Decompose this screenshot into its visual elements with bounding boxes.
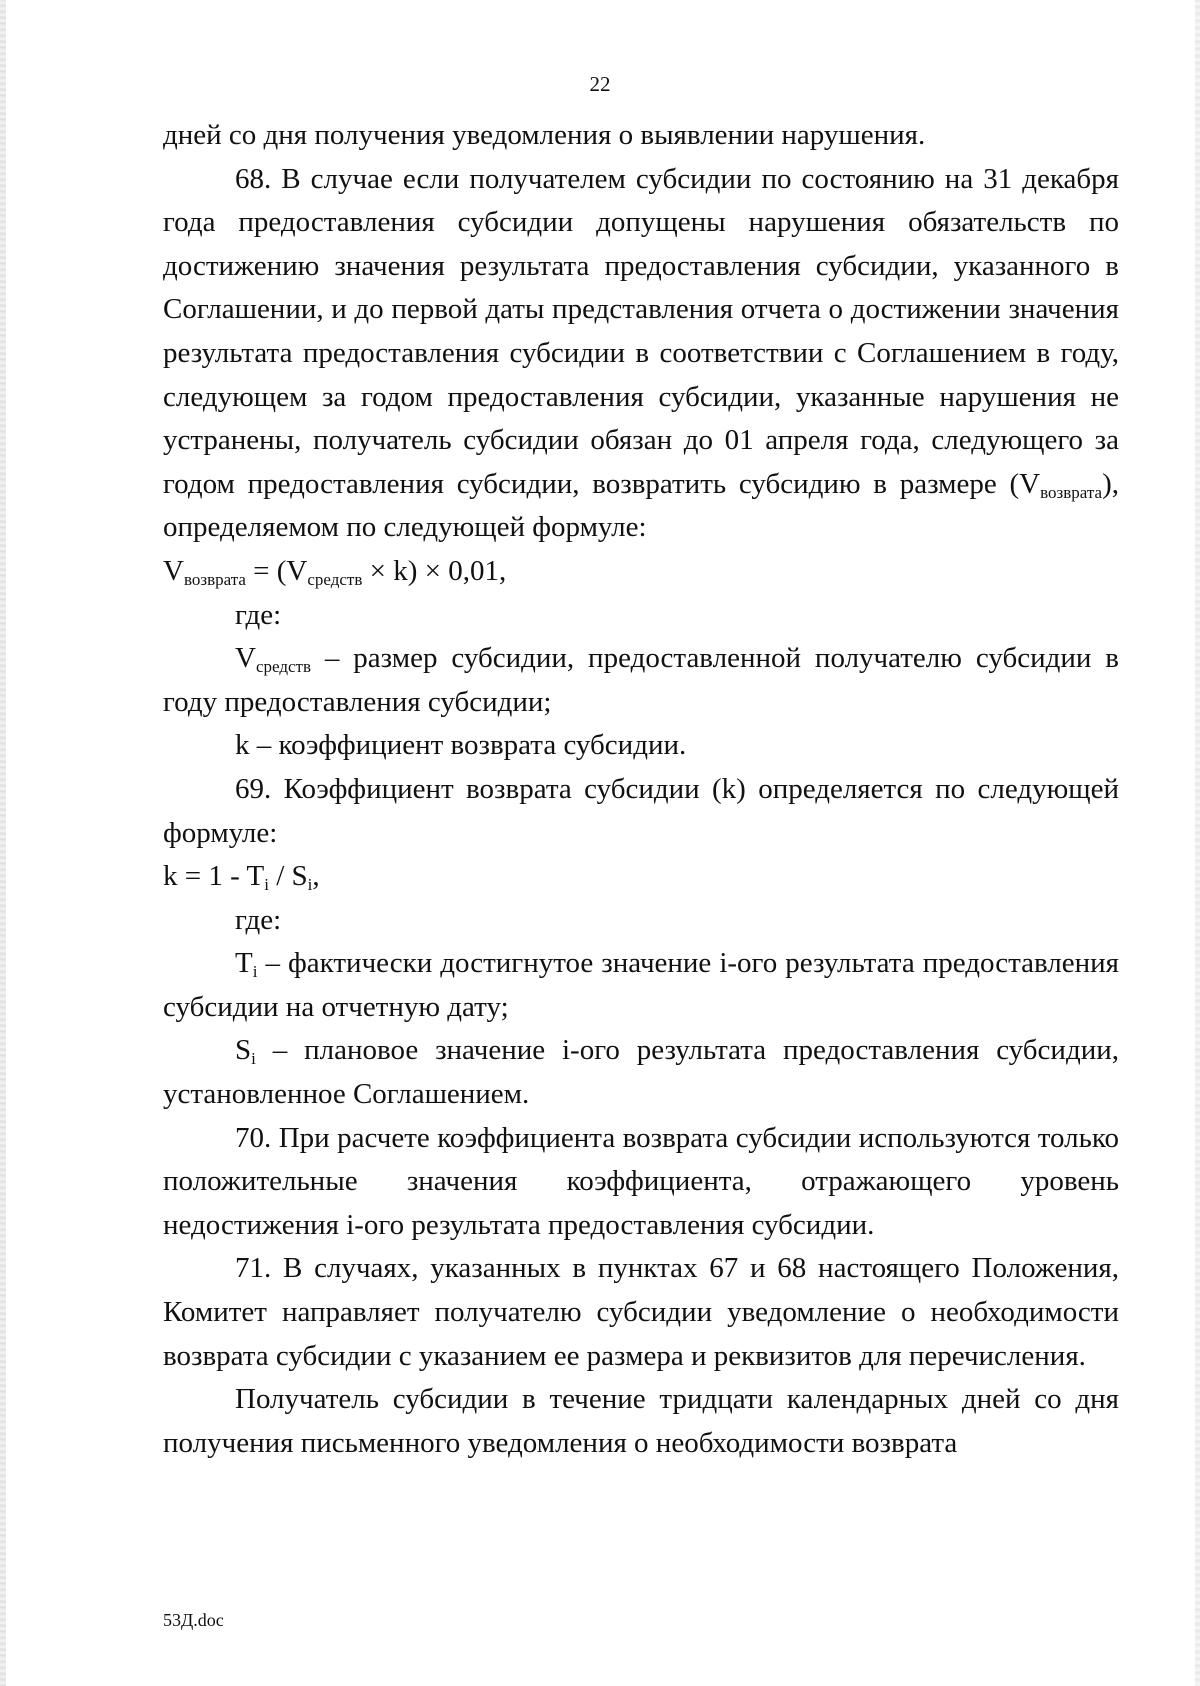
- paragraph-continuation: дней со дня получения уведомления о выявлении нарушения.: [163, 119, 926, 151]
- where-label-2: где:: [235, 903, 282, 936]
- paragraph-68-close: ),: [1102, 467, 1119, 500]
- document-body: [163, 114, 1119, 1465]
- formula-2-sub-s: i: [307, 875, 313, 895]
- def-s-text: – плановое значение i-ого результата предоставления субсидии, установленное Соглашением.: [163, 1034, 1119, 1111]
- paragraph-68-text: 68. В случае если получателем субсидии по состоянию на 31 декабря года предоставления субсидии допущены нарушения обязательств по достижению значения результата предоставления субсидии, указанного в Соглашении, и до первой даты представления отчета о достижении значения результата предоставления субсидии в соответствии с Соглашением в году, следующем за годом предоставления субсидии, указанные нарушения не устранены, получатель субсидии обязан до 01 апреля года, следующего за годом предоставления субсидии, возвратить субсидию в размере (V: [163, 162, 1119, 500]
- paragraph-70: 70. При расчете коэффициента возврата субсидии используются только положительные значения коэффициента, отражающего уровень недостижения i-ого результата предоставления субсидии.: [163, 1121, 1119, 1241]
- formula-1-eq: = (V: [245, 554, 308, 587]
- def-t: T: [235, 947, 253, 980]
- definition-si: [163, 1029, 1119, 1116]
- formula-1-v: V: [163, 554, 184, 587]
- def-s: S: [235, 1034, 252, 1067]
- page-number: 22: [589, 72, 611, 96]
- scan-edge-right: [1195, 0, 1200, 1686]
- def-t-text: – фактически достигнутое значение i-ого результата предоставления субсидии на отчетную дату;: [163, 947, 1119, 1023]
- def-s-sub: i: [251, 1049, 256, 1069]
- formula-v-vozvrata: [163, 550, 1119, 594]
- formula-1-sub-sredstv: средств: [307, 569, 363, 589]
- formula-1-end: × k) × 0,01,: [362, 554, 507, 587]
- paragraph-69: 69. Коэффициент возврата субсидии (k) определяется по следующей формуле:: [163, 772, 1119, 849]
- definition-ti: [163, 942, 1119, 1029]
- scan-edge-left: [0, 0, 6, 1686]
- def-v: V: [235, 642, 256, 675]
- where-label-1: где:: [235, 598, 282, 631]
- formula-2-b: / S: [268, 860, 308, 893]
- formula-2-sub-t: i: [264, 875, 269, 895]
- def-v-text: – размер субсидии, предоставленной получателю субсидии в году предоставления субсидии;: [163, 642, 1119, 718]
- def-t-sub: i: [252, 962, 258, 982]
- formula-2-c: ,: [312, 860, 320, 893]
- formula-2-a: k = 1 - T: [163, 860, 265, 893]
- subscript-vozvrata: возврата: [1040, 482, 1103, 502]
- formula-1-sub-vozvrata: возврата: [183, 569, 246, 589]
- footer-filename: 53Д.doc: [163, 1610, 224, 1630]
- paragraph-68-tail: определяемом по следующей формуле:: [163, 511, 647, 544]
- paragraph-71: 71. В случаях, указанных в пунктах 67 и 68 настоящего Положения, Комитет направляет получателю субсидии уведомление о необходимости возврата субсидии с указанием ее размера и реквизитов для перечисления.: [163, 1252, 1119, 1372]
- formula-k: [163, 855, 1119, 899]
- definition-k: k – коэффициент возврата субсидии.: [235, 729, 687, 762]
- paragraph-last: Получатель субсидии в течение тридцати календарных дней со дня получения письменного уведомления о необходимости возврата: [163, 1383, 1119, 1459]
- definition-v-sredstv: [163, 637, 1119, 724]
- def-v-sub: средств: [255, 657, 311, 677]
- paragraph-68: [163, 158, 1119, 550]
